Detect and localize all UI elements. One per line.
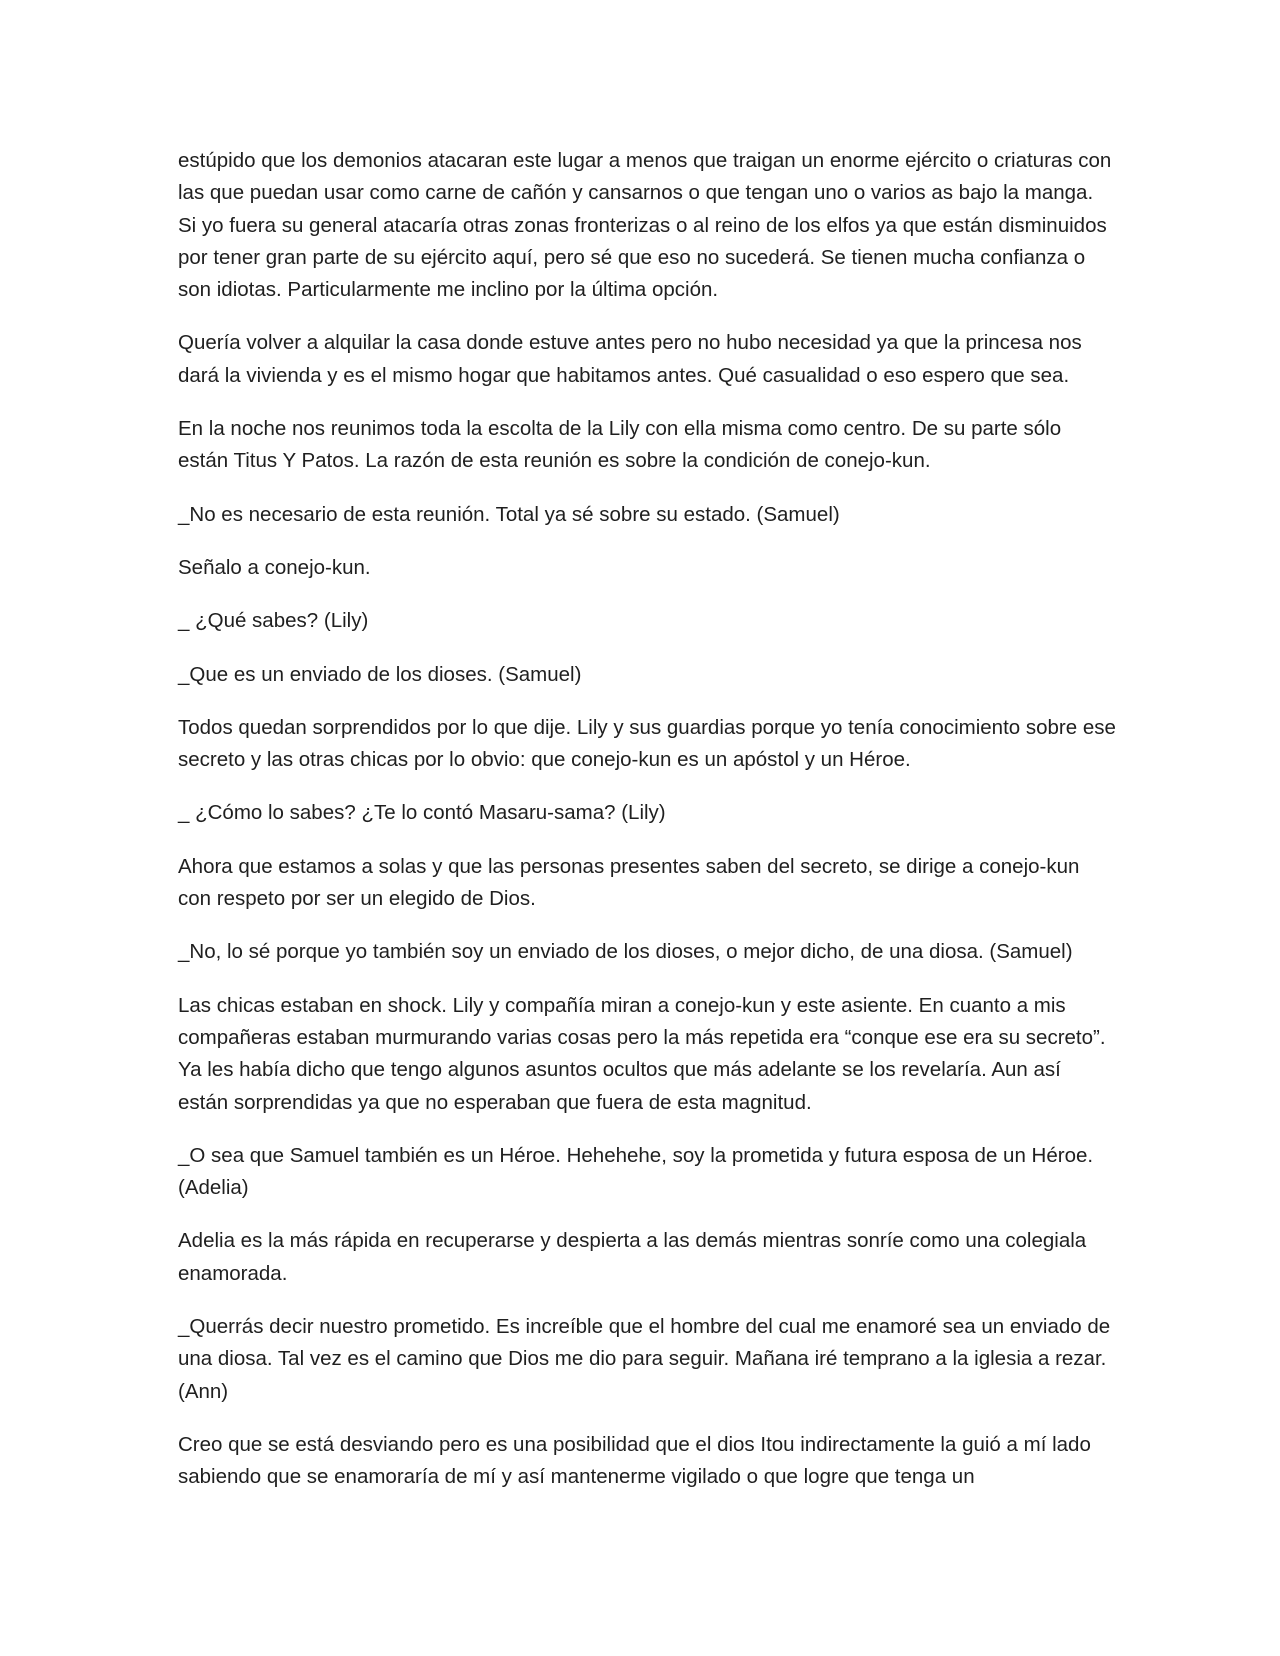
dialogue-line: _ ¿Cómo lo sabes? ¿Te lo contó Masaru-sama? (Lily) bbox=[178, 801, 666, 825]
document-page bbox=[178, 145, 1116, 1515]
paragraph: estúpido que los demonios atacaran este lugar a menos que traigan un enorme ejército o criaturas con las que puedan usar como carne de cañón y cansarnos o que tengan uno o varios as bajo la manga. Si yo fuera su general atacaría otras zonas fronterizas o al reino de los elfos ya que están disminuidos por tener gran parte de su ejército aquí, pero sé que eso no sucederá. Se tienen mucha confianza o son idiotas. Particularmente me inclino por la última opción. bbox=[178, 149, 1112, 302]
dialogue-line: _ ¿Qué sabes? (Lily) bbox=[178, 609, 369, 633]
paragraph: Adelia es la más rápida en recuperarse y despierta a las demás mientras sonríe como una colegiala enamorada. bbox=[178, 1229, 1087, 1285]
dialogue-line: _O sea que Samuel también es un Héroe. Hehehehe, soy la prometida y futura esposa de un Héroe. (Adelia) bbox=[178, 1143, 1094, 1200]
dialogue-line: _No es necesario de esta reunión. Total ya sé sobre su estado. (Samuel) bbox=[178, 502, 840, 526]
paragraph: Las chicas estaban en shock. Lily y compañía miran a conejo-kun y este asiente. En cuanto a mis compañeras estaban murmurando varias cosas pero la más repetida era “conque ese era su secreto”. Ya les había dicho que tengo algunos asuntos ocultos que más adelante se los revelaría. Aun así están sorprendidas ya que no esperaban que fuera de esta magnitud. bbox=[178, 993, 1106, 1114]
dialogue-line: _Querrás decir nuestro prometido. Es increíble que el hombre del cual me enamoré sea un enviado de una diosa. Tal vez es el camino que Dios me dio para seguir. Mañana iré temprano a la iglesia a rezar. (Ann) bbox=[178, 1315, 1111, 1403]
dialogue-line: _Que es un enviado de los dioses. (Samuel) bbox=[178, 662, 582, 686]
dialogue-line: _No, lo sé porque yo también soy un enviado de los dioses, o mejor dicho, de una diosa. (Samuel) bbox=[178, 940, 1073, 964]
paragraph: Creo que se está desviando pero es una posibilidad que el dios Itou indirectamente la guió a mí lado sabiendo que se enamoraría de mí y así mantenerme vigilado o que logre que tenga un bbox=[178, 1432, 1091, 1489]
paragraph: Señalo a conejo-kun. bbox=[178, 555, 371, 579]
paragraph: Ahora que estamos a solas y que las personas presentes saben del secreto, se dirige a conejo-kun con respeto por ser un elegido de Dios. bbox=[178, 854, 1080, 911]
paragraph: Quería volver a alquilar la casa donde estuve antes pero no hubo necesidad ya que la princesa nos dará la vivienda y es el mismo hogar que habitamos antes. Qué casualidad o eso espero que sea. bbox=[178, 331, 1082, 387]
paragraph: Todos quedan sorprendidos por lo que dije. Lily y sus guardias porque yo tenía conocimiento sobre ese secreto y las otras chicas por lo obvio: que conejo-kun es un apóstol y un Héroe. bbox=[178, 715, 1116, 772]
paragraph: En la noche nos reunimos toda la escolta de la Lily con ella misma como centro. De su parte sólo están Titus Y Patos. La razón de esta reunión es sobre la condición de conejo-kun. bbox=[178, 417, 1062, 473]
